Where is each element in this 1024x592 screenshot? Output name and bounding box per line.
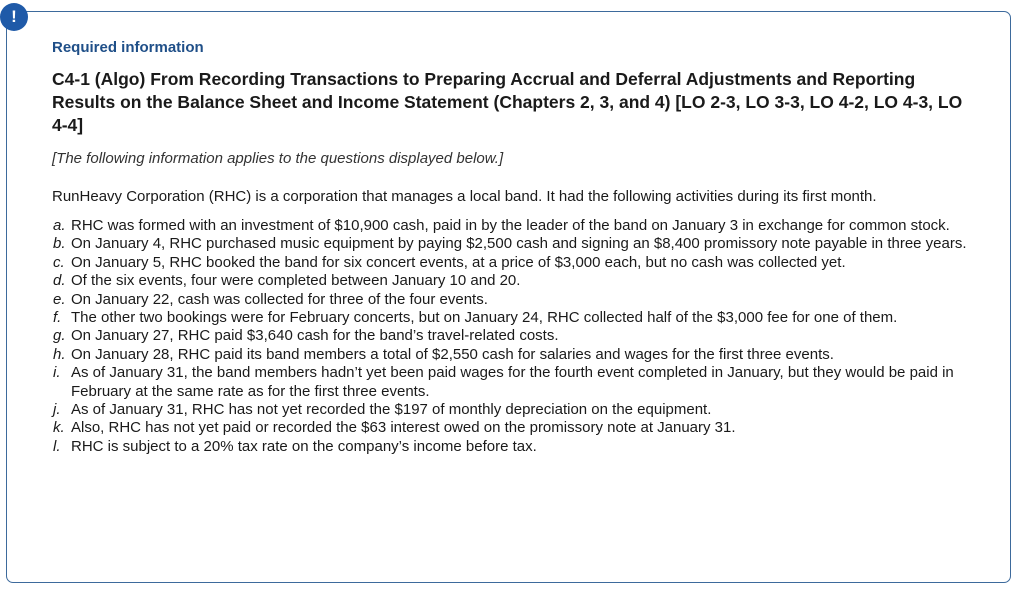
item-text: Also, RHC has not yet paid or recorded the $63 interest owed on the promissory note at January 31.	[71, 419, 736, 437]
item-text: On January 28, RHC paid its band members a total of $2,550 cash for salaries and wages for the first three events.	[71, 345, 834, 363]
item-letter: c.	[53, 253, 65, 271]
item-letter: h.	[53, 345, 66, 363]
item-text: RHC is subject to a 20% tax rate on the company’s income before tax.	[71, 437, 537, 455]
item-text: On January 4, RHC purchased music equipment by paying $2,500 cash and signing an $8,400 promissory note payable in three years.	[71, 235, 967, 253]
list-item	[52, 401, 972, 419]
list-item	[52, 217, 972, 235]
item-letter: f.	[53, 309, 62, 327]
item-text: On January 27, RHC paid $3,640 cash for the band’s travel-related costs.	[71, 327, 559, 345]
alert-icon: !	[0, 3, 28, 31]
list-item	[52, 291, 972, 309]
list-item	[52, 272, 972, 290]
item-letter: j.	[53, 401, 61, 419]
list-item	[52, 364, 972, 401]
item-letter: e.	[53, 290, 66, 308]
item-letter: b.	[53, 235, 66, 253]
list-item	[52, 327, 972, 345]
list-item	[52, 309, 972, 327]
item-text: As of January 31, RHC has not yet recorded the $197 of monthly depreciation on the equipment.	[71, 401, 712, 419]
required-information-label: Required information	[52, 39, 204, 56]
item-text: The other two bookings were for February concerts, but on January 24, RHC collected half of the $3,000 fee for one of them.	[71, 309, 898, 327]
item-text: As of January 31, the band members hadn’t yet been paid wages for the fourth event completed in January, but they would be paid in February at the same rate as for the first three events.	[71, 364, 954, 400]
item-letter: k.	[53, 419, 65, 437]
item-letter: l.	[53, 437, 61, 455]
item-text: On January 5, RHC booked the band for six concert events, at a price of $3,000 each, but no cash was collected yet.	[71, 253, 846, 271]
item-text: On January 22, cash was collected for three of the four events.	[71, 290, 488, 308]
item-letter: g.	[53, 327, 66, 345]
required-information-panel	[6, 11, 1011, 583]
activities-list	[52, 217, 972, 456]
list-item	[52, 438, 972, 456]
problem-title: C4-1 (Algo) From Recording Transactions to Preparing Accrual and Deferral Adjustments and Reporting Results on the Balance Sheet and Income Statement (Chapters 2, 3, and 4) [LO 2-3, LO 3-3, LO 4-2, LO 4-3, LO 4-4]	[52, 69, 963, 135]
item-letter: i.	[53, 364, 61, 382]
item-text: RHC was formed with an investment of $10,900 cash, paid in by the leader of the band on January 3 in exchange for common stock.	[71, 217, 950, 234]
item-letter: a.	[53, 217, 66, 234]
list-item	[52, 419, 972, 437]
panel-content	[52, 38, 972, 456]
intro-paragraph: RunHeavy Corporation (RHC) is a corporation that manages a local band. It had the following activities during its first month.	[52, 188, 877, 205]
list-item	[52, 254, 972, 272]
list-item	[52, 346, 972, 364]
list-item	[52, 235, 972, 253]
item-letter: d.	[53, 272, 66, 290]
item-text: Of the six events, four were completed between January 10 and 20.	[71, 272, 521, 290]
applies-note: [The following information applies to the questions displayed below.]	[52, 150, 504, 167]
